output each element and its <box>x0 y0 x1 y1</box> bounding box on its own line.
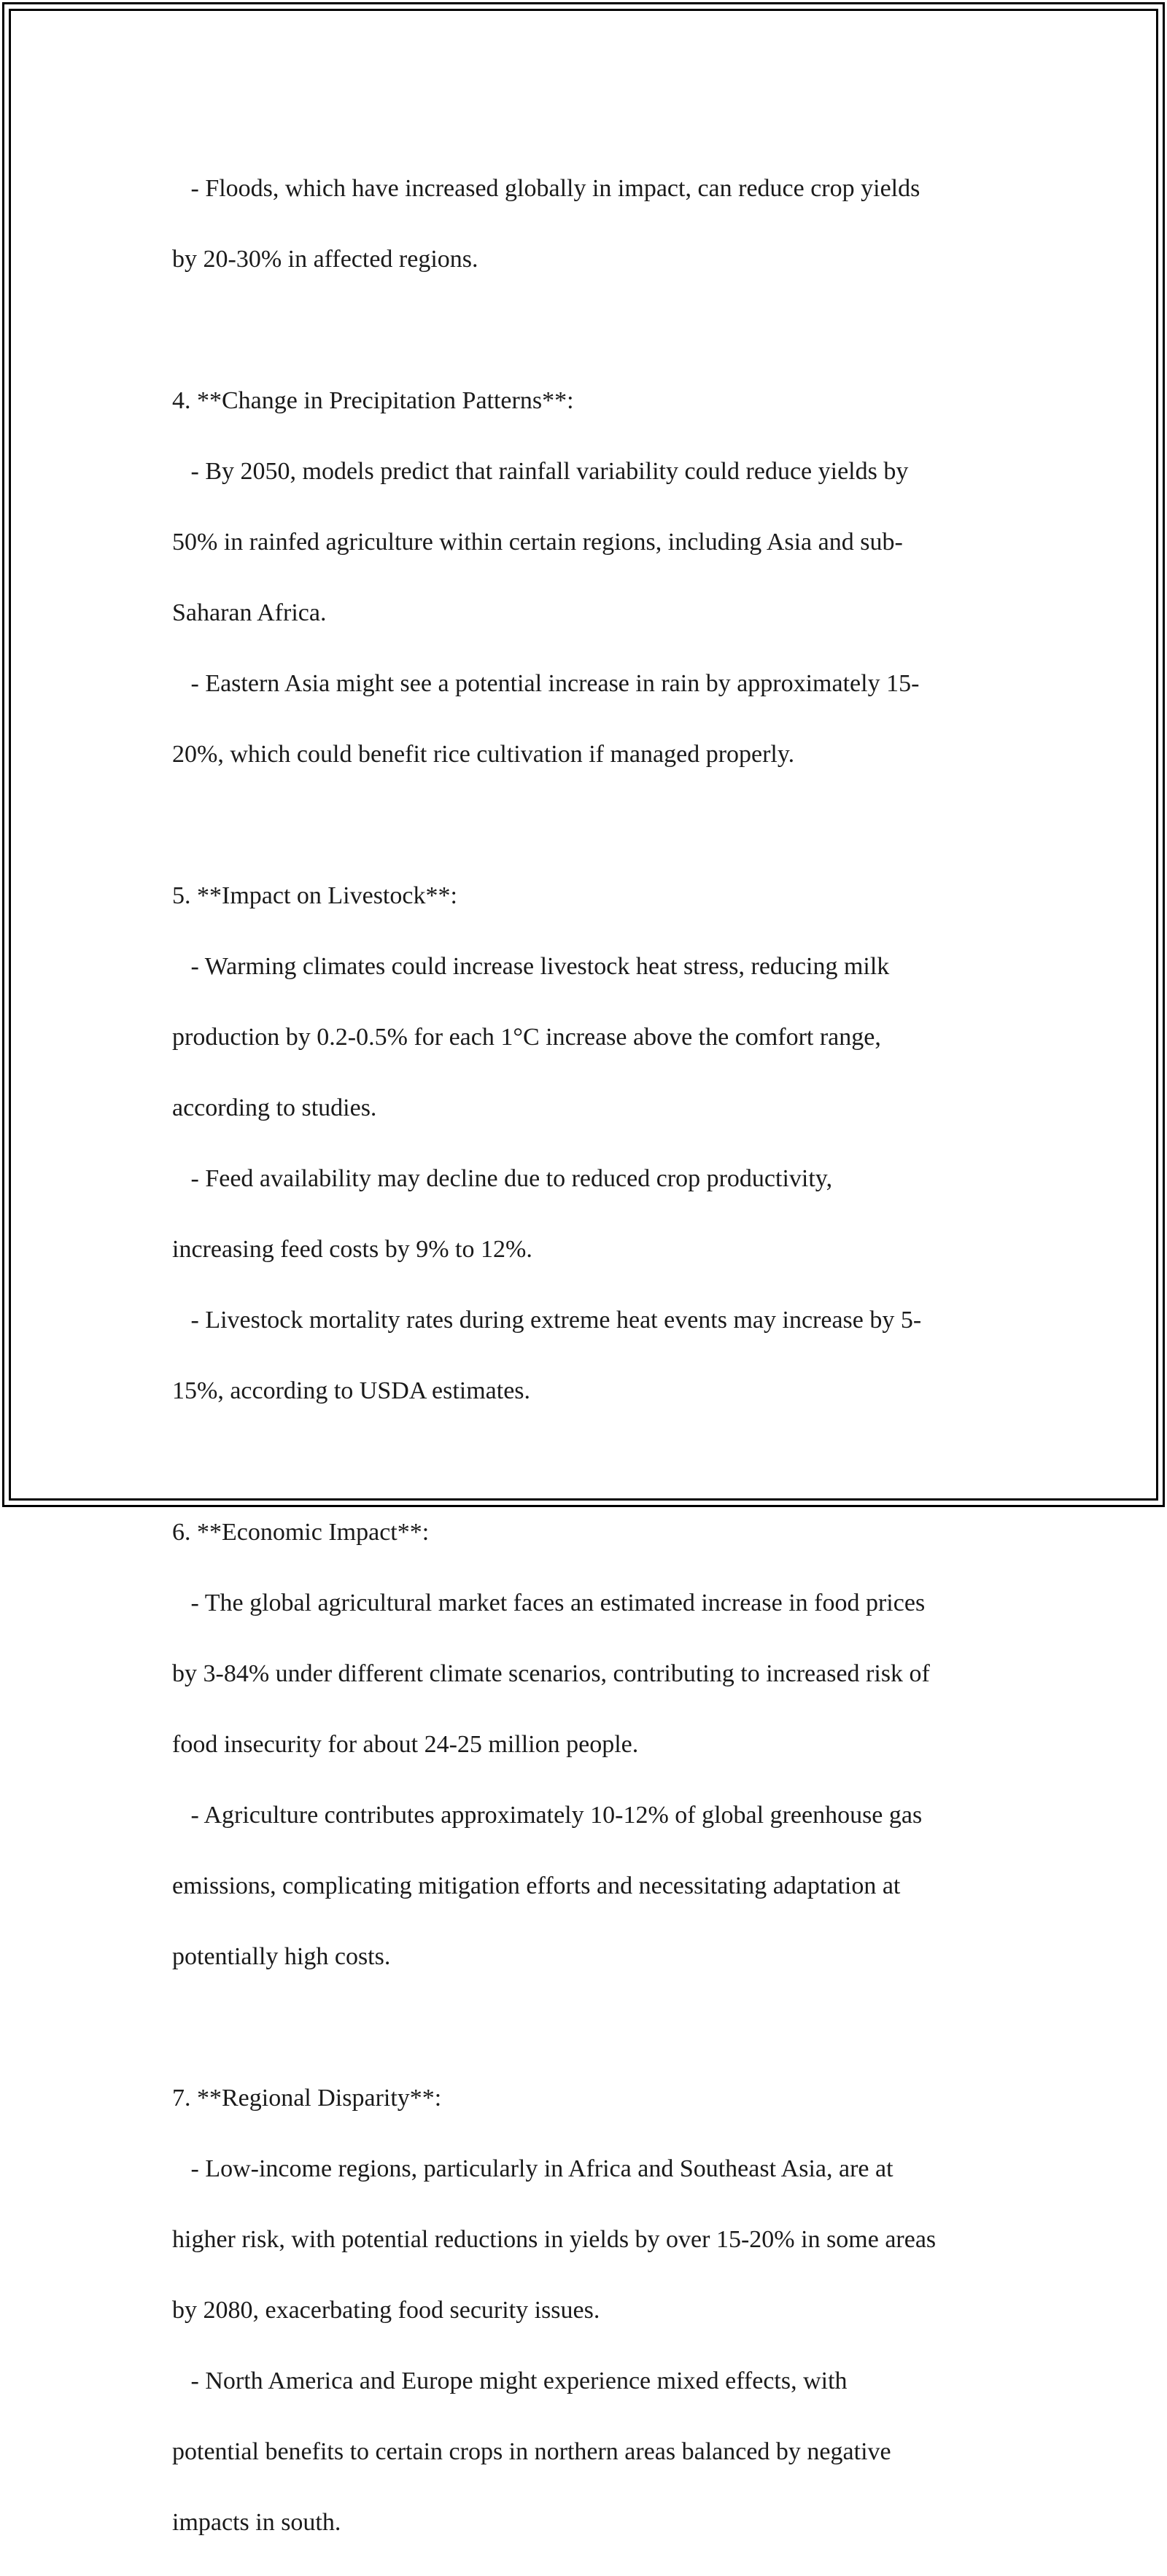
text-line: 20%, which could benefit rice cultivation if managed properly. <box>172 740 795 768</box>
text-line: - Low-income regions, particularly in Africa and Southeast Asia, are at <box>172 2155 893 2182</box>
text-line: - North America and Europe might experience mixed effects, with <box>172 2367 848 2394</box>
section-heading-regional: 7. **Regional Disparity**: <box>172 2084 442 2112</box>
text-line: 15%, according to USDA estimates. <box>172 1377 531 1404</box>
text-line: - Warming climates could increase livestock heat stress, reducing milk <box>172 952 890 980</box>
text-line: - Livestock mortality rates during extreme heat events may increase by 5- <box>172 1306 922 1334</box>
section-heading-livestock: 5. **Impact on Livestock**: <box>172 882 457 909</box>
blank-line <box>172 2010 1004 2046</box>
document-body <box>172 136 1004 2576</box>
text-line: by 20-30% in affected regions. <box>172 245 478 273</box>
text-line: impacts in south. <box>172 2508 341 2536</box>
section-heading-precipitation: 4. **Change in Precipitation Patterns**: <box>172 386 574 414</box>
text-line: production by 0.2-0.5% for each 1°C increase above the comfort range, <box>172 1023 881 1051</box>
text-line: - Floods, which have increased globally in impact, can reduce crop yields <box>172 174 920 202</box>
text-line: - The global agricultural market faces an estimated increase in food prices <box>172 1589 926 1616</box>
text-line: by 3-84% under different climate scenarios, contributing to increased risk of <box>172 1659 930 1687</box>
blank-line <box>172 1444 1004 1480</box>
section-heading-economic: 6. **Economic Impact**: <box>172 1518 430 1546</box>
text-line: emissions, complicating mitigation efforts and necessitating adaptation at <box>172 1872 901 1899</box>
text-line: food insecurity for about 24-25 million people. <box>172 1730 639 1758</box>
blank-line <box>172 313 1004 349</box>
text-line: higher risk, with potential reductions in yields by over 15-20% in some areas <box>172 2225 937 2253</box>
text-line: - Agriculture contributes approximately 10-12% of global greenhouse gas <box>172 1801 923 1829</box>
text-line: potentially high costs. <box>172 1942 391 1970</box>
text-line: - By 2050, models predict that rainfall variability could reduce yields by <box>172 457 909 485</box>
text-line: increasing feed costs by 9% to 12%. <box>172 1235 532 1263</box>
blank-line <box>172 808 1004 844</box>
text-line: potential benefits to certain crops in northern areas balanced by negative <box>172 2437 891 2465</box>
text-line: 50% in rainfed agriculture within certain regions, including Asia and sub- <box>172 528 903 556</box>
text-line: Saharan Africa. <box>172 599 327 626</box>
text-line: - Feed availability may decline due to reduced crop productivity, <box>172 1164 833 1192</box>
text-line: - Eastern Asia might see a potential increase in rain by approximately 15- <box>172 669 920 697</box>
text-line: according to studies. <box>172 1094 377 1121</box>
text-line: by 2080, exacerbating food security issues. <box>172 2296 600 2324</box>
